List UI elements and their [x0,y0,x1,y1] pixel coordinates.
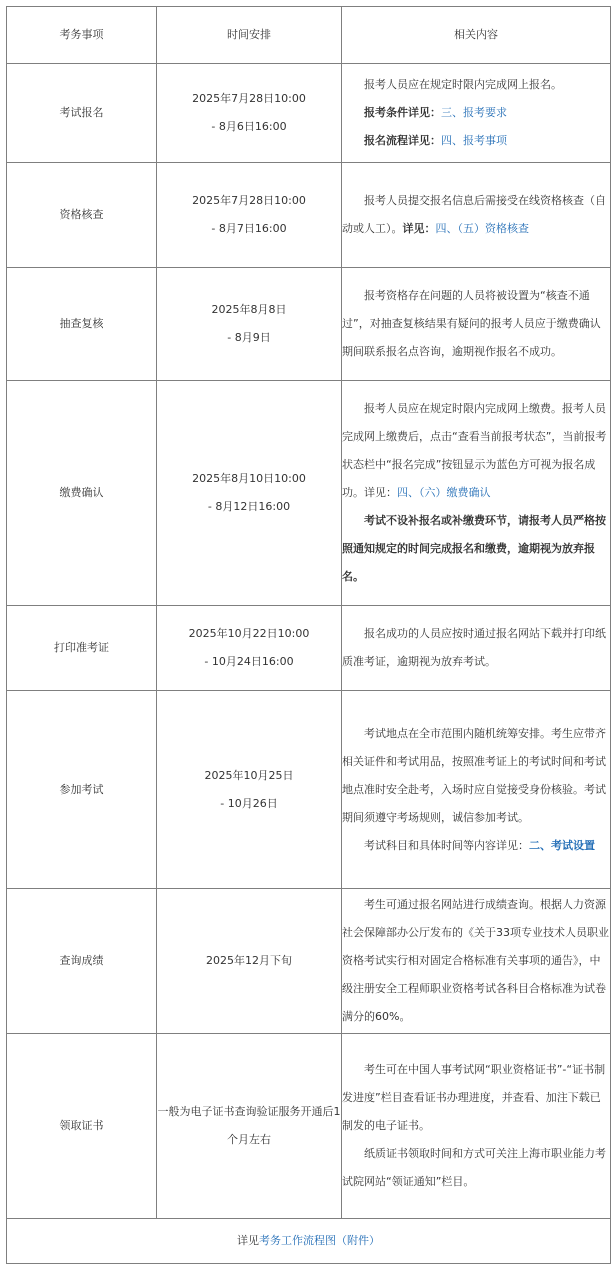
row-description [342,163,611,268]
table-row [7,606,611,691]
header-exam-item: 考务事项 [7,7,157,64]
desc-main [342,187,610,243]
footer-cell [7,1219,611,1264]
time-end: - 8月6日16:00 [211,120,287,133]
row-item-registration: 考试报名 [7,64,157,163]
table-row [7,889,611,1034]
row-item-payment: 缴费确认 [7,381,157,606]
see-link[interactable]: 二、考试设置 [529,838,595,852]
see-link[interactable]: 四、（五）资格核查 [435,222,529,235]
desc-main: 考试地点在全市范围内随机统筹安排。考生应带齐相关证件和考试用品，按照准考证上的考试时间和考试地点准时安全赴考，入场时应自觉接受身份核验。考试期间须遵守考场规则，诚信参加考试。 [342,726,606,824]
table-row [7,163,611,268]
desc-main: 报考资格存在问题的人员将被设置为“核查不通过”，对抽查复核结果有疑问的报考人员应于缴费确认期间联系报名点咨询，逾期视作报名不成功。 [342,289,601,358]
table-row [7,691,611,889]
cond-label: 报考条件详见： [364,106,441,119]
schedule-table-wrapper [6,6,610,1264]
exam-schedule-table [6,6,611,1264]
desc-secondary: 纸质证书领取时间和方式可关注上海市职业能力考试院网站“领证通知”栏目。 [342,1147,606,1188]
row-item-print-admission: 打印准考证 [7,606,157,691]
table-row [7,381,611,606]
time-start: 2025年10月25日 [204,768,294,782]
see-link[interactable]: 四、（六）缴费确认 [397,486,491,499]
table-row [7,1034,611,1219]
desc-secondary [342,832,610,860]
row-item-attend-exam: 参加考试 [7,691,157,889]
time-start: 2025年7月28日10:00 [192,92,306,105]
footer-prefix: 详见 [237,1234,259,1247]
row-time [157,163,342,268]
table-row [7,268,611,381]
row-time [157,691,342,889]
row-description [342,64,611,163]
row-item-spot-check: 抽查复核 [7,268,157,381]
desc-main-text: 报考人员提交报名信息后需接受在线资格核查（自动或人工）。 [342,194,606,235]
time-start: 2025年7月28日10:00 [192,194,306,207]
header-time: 时间安排 [157,7,342,64]
row-time [157,64,342,163]
time-start: 2025年8月8日 [211,303,287,316]
row-item-certificate: 领取证书 [7,1034,157,1219]
time-end: - 10月24日16:00 [204,655,294,668]
desc-secondary-text: 考试科目和具体时间等内容详见： [364,838,529,852]
desc-bold-notice: 考试不设补报名或补缴费环节，请报考人员严格按照通知规定的时间完成报名和缴费，逾期视为放弃报名。 [342,514,606,583]
time-end: - 8月9日 [227,331,271,344]
table-header-row [7,7,611,64]
row-description [342,268,611,381]
row-item-qualification-check: 资格核查 [7,163,157,268]
row-item-query-score: 查询成绩 [7,889,157,1034]
row-time: 2025年12月下旬 [157,889,342,1034]
time-start: 2025年8月10日10:00 [192,472,306,485]
table-footer-row [7,1219,611,1264]
time-end: - 8月12日16:00 [207,500,291,513]
row-description [342,691,611,889]
desc-main: 报考人员应在规定时限内完成网上报名。 [364,78,562,91]
row-description [342,1034,611,1219]
row-description [342,889,611,1034]
see-label: 详见： [402,222,436,235]
header-content: 相关内容 [342,7,611,64]
workflow-chart-link[interactable]: 考务工作流程图（附件） [259,1234,380,1247]
row-time [157,381,342,606]
desc-main-text: 报考人员应在规定时限内完成网上缴费。报考人员完成网上缴费后，点击“查看当前报考状态”，当前报考状态栏中“报名完成”按钮显示为蓝色方可视为报名成功。详见： [342,402,607,499]
time-end: - 8月7日16:00 [211,222,287,235]
desc-main [342,395,610,507]
desc-flow [342,127,610,155]
desc-main: 报名成功的人员应按时通过报名网站下载并打印纸质准考证，逾期视为放弃考试。 [342,627,606,668]
row-description [342,606,611,691]
cond-link[interactable]: 三、报考要求 [441,106,507,119]
table-row [7,64,611,163]
desc-main: 考生可在中国人事考试网“职业资格证书”-“证书制发进度”栏目查看证书办理进度，并查看、加注下载已制发的电子证书。 [342,1063,606,1132]
flow-label: 报名流程详见： [364,134,441,147]
time-end: - 10月26日 [220,796,278,810]
desc-main: 考生可通过报名网站进行成绩查询。根据人力资源社会保障部办公厅发布的《关于33项专业技术人员职业资格考试实行相对固定合格标准有关事项的通告》，中级注册安全工程师职业资格考试各科目合格标准为试卷满分的60%。 [342,898,609,1023]
row-description [342,381,611,606]
row-time [157,268,342,381]
time-start: 2025年10月22日10:00 [188,627,310,640]
row-time [157,606,342,691]
row-time: 一般为电子证书查询验证服务开通后1个月左右 [157,1034,342,1219]
flow-link[interactable]: 四、报考事项 [441,134,507,147]
desc-conditions [342,99,610,127]
